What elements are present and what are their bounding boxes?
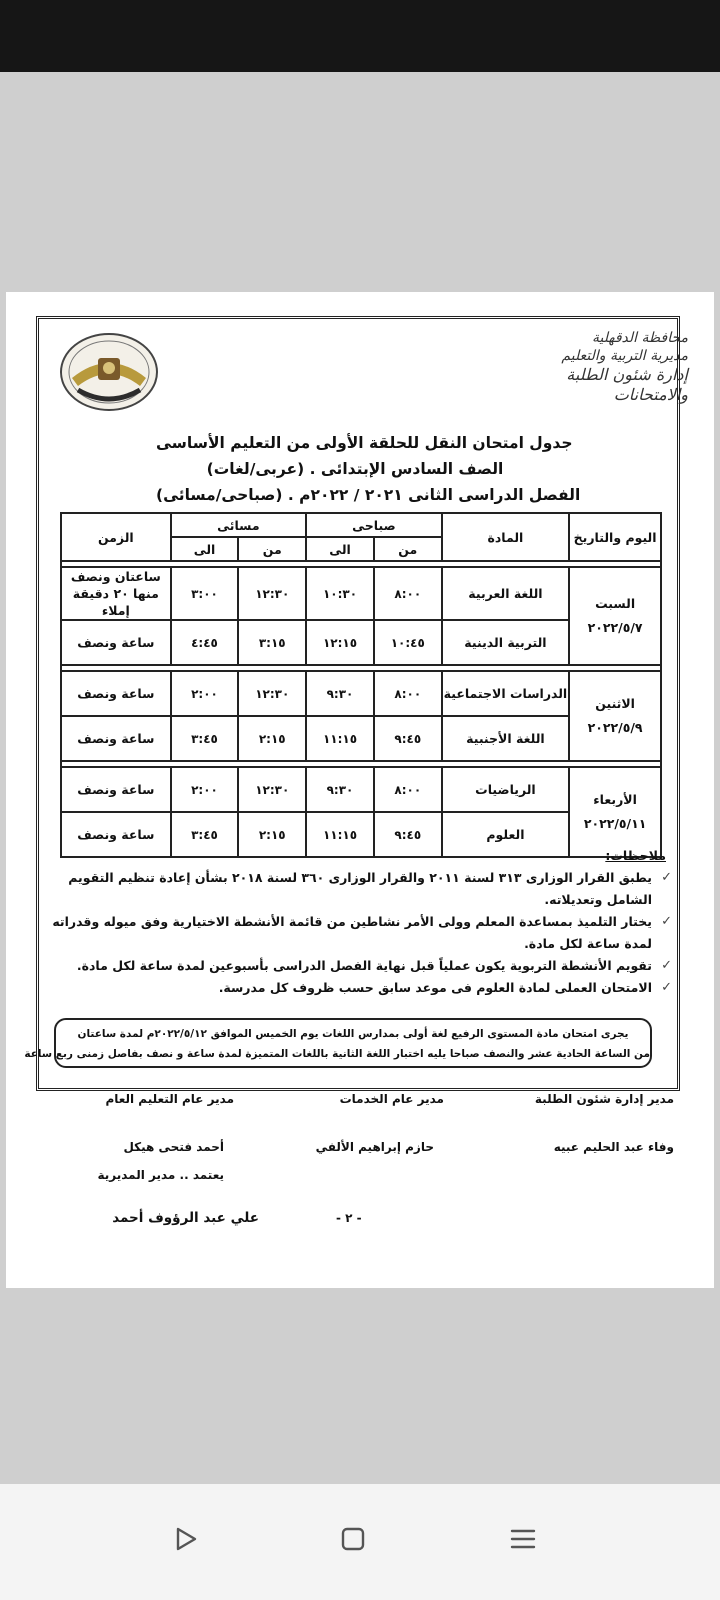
evening-from-cell: ٢:١٥ [238,716,306,761]
table-row [61,567,661,620]
day-cell [569,671,661,761]
morning-from-cell: ٩:٤٥ [374,716,442,761]
notes-section [46,845,672,999]
signature-name-students-affairs: وفاء عبد الحليم عبيه [553,1140,674,1154]
exam-schedule-table [60,512,662,858]
evening-from-cell: ٣:١٥ [238,620,306,665]
subject-cell: الدراسات الاجتماعية [442,671,570,716]
evening-to-cell: ٣:٤٥ [171,812,239,857]
duration-cell: ساعة ونصف [61,716,171,761]
note-text: الامتحان العملى لمادة العلوم فى موعد سابق حسب ظروف كل مدرسة. [218,980,652,995]
morning-from-cell: ٩:٤٥ [374,812,442,857]
evening-to-cell: ٣:٤٥ [171,716,239,761]
evening-from-cell: ١٢:٣٠ [238,567,306,620]
system-navigation-bar [0,1484,720,1600]
notice-line-1: يجرى امتحان مادة المستوى الرفيع لغة أولى بمدارس اللغات يوم الخميس الموافق ٢٠٢٢/٥/١٢م لمدة ساعتان [77,1028,629,1040]
evening-from-cell: ٢:١٥ [238,812,306,857]
checkmark-icon: ✓ [661,958,672,973]
home-square-icon[interactable] [336,1522,370,1556]
header-evening: مسائى [171,513,306,537]
table-row [61,767,661,812]
note-item [46,977,672,999]
duration-cell: ساعة ونصف [61,767,171,812]
morning-from-cell: ١٠:٤٥ [374,620,442,665]
note-text: يطبق القرار الوزارى ٣١٣ لسنة ٢٠١١ والقرار الوزارى ٣٦٠ لسنة ٢٠١٨ بشأن إعادة تنظيم التقويم الشامل وتعديلاته. [68,870,652,907]
document-titles [156,430,581,508]
duration-cell: ساعة ونصف [61,620,171,665]
note-text: يختار التلميذ بمساعدة المعلم وولى الأمر نشاطين من قائمة الأنشطة الاختيارية وفق ميوله وقدراته لمدة ساعة لكل مادة. [52,914,652,951]
morning-from-cell: ٨:٠٠ [374,671,442,716]
day-date: ٢٠٢٢/٥/٩ [587,720,643,735]
page-number: - ٢ - [336,1211,362,1225]
checkmark-icon: ✓ [661,914,672,929]
header-evening-from: من [238,537,306,561]
evening-to-cell: ٤:٤٥ [171,620,239,665]
signature-title-general-education: مدير عام التعليم العام [105,1092,234,1106]
title-line-2: الصف السادس الإبتدائى . (عربى/لغات) [206,460,504,478]
title-line-1: جدول امتحان النقل للحلقة الأولى من التعليم الأساسى [156,434,573,452]
note-text: تقويم الأنشطة التربوية يكون عملياً قبل نهاية الفصل الدراسى بأسبوعين لمدة ساعة لكل مادة. [76,958,652,973]
directorate-line-1: محافظة الدقهلية [592,330,688,346]
header-evening-to: الى [171,537,239,561]
status-bar [0,0,720,72]
subject-cell: اللغة الأجنبية [442,716,570,761]
evening-from-cell: ١٢:٣٠ [238,671,306,716]
high-level-exam-notice [24,1018,652,1068]
morning-to-cell: ١١:١٥ [306,812,374,857]
morning-to-cell: ١٠:٣٠ [306,567,374,620]
morning-to-cell: ١١:١٥ [306,716,374,761]
day-date: ٢٠٢٢/٥/١١ [583,816,647,831]
checkmark-icon: ✓ [661,980,672,995]
exam-schedule-document [6,292,714,1288]
signature-title-services: مدير عام الخدمات [339,1092,444,1106]
header-day-date: اليوم والتاريخ [569,513,661,561]
duration-cell: ساعتان ونصف منها ٢٠ دقيقة إملاء [61,567,171,620]
day-name: السبت [595,596,636,611]
day-name: الأربعاء [593,792,637,807]
assistant-play-icon[interactable] [168,1522,202,1556]
day-name: الاثنين [595,696,635,711]
header-morning: صباحى [306,513,442,537]
subject-cell: العلوم [442,812,570,857]
evening-from-cell: ١٢:٣٠ [238,767,306,812]
directorate-header [498,330,688,405]
header-duration: الزمن [61,513,171,561]
header-morning-to: الى [306,537,374,561]
title-line-3: الفصل الدراسى الثانى ٢٠٢١ / ٢٠٢٢م . (صباحى/مسائى) [156,486,581,504]
evening-to-cell: ٢:٠٠ [171,671,239,716]
duration-cell: ساعة ونصف [61,812,171,857]
signature-title-students-affairs: مدير إدارة شئون الطلبة [534,1092,674,1106]
evening-to-cell: ٣:٠٠ [171,567,239,620]
day-cell [569,567,661,665]
morning-to-cell: ٩:٣٠ [306,767,374,812]
note-item [46,867,672,911]
checkmark-icon: ✓ [661,870,672,885]
table-header-row [61,513,661,537]
governorate-logo [58,328,160,414]
day-date: ٢٠٢٢/٥/٧ [587,620,643,635]
director-name: علي عبد الرؤوف أحمد [112,1210,259,1226]
approval-label: يعتمد .. مدير المديرية [97,1168,224,1182]
notes-heading: ملاحظات: [605,848,666,863]
notice-line-2: من الساعة الحادية عشر والنصف صباحا يليه اختبار اللغة الثانية باللغات المتميزة لمدة ساعة و نصف بفاصل زمنى ربع ساعة [24,1048,650,1060]
signature-name-general-education: أحمد فتحى هيكل [123,1140,224,1154]
header-subject: المادة [442,513,570,561]
note-item [46,911,672,955]
evening-to-cell: ٢:٠٠ [171,767,239,812]
subject-cell: اللغة العربية [442,567,570,620]
morning-from-cell: ٨:٠٠ [374,567,442,620]
header-morning-from: من [374,537,442,561]
signature-name-services: حازم إبراهيم الألفي [315,1140,434,1154]
subject-cell: الرياضيات [442,767,570,812]
note-item [46,955,672,977]
directorate-line-3: إدارة شئون الطلبة والامتحانات [566,365,688,404]
directorate-line-2: مديرية التربية والتعليم [561,347,688,364]
day-cell [569,767,661,857]
recents-menu-icon[interactable] [506,1522,540,1556]
duration-cell: ساعة ونصف [61,671,171,716]
morning-from-cell: ٨:٠٠ [374,767,442,812]
subject-cell: التربية الدينية [442,620,570,665]
table-row [61,671,661,716]
morning-to-cell: ١٢:١٥ [306,620,374,665]
morning-to-cell: ٩:٣٠ [306,671,374,716]
